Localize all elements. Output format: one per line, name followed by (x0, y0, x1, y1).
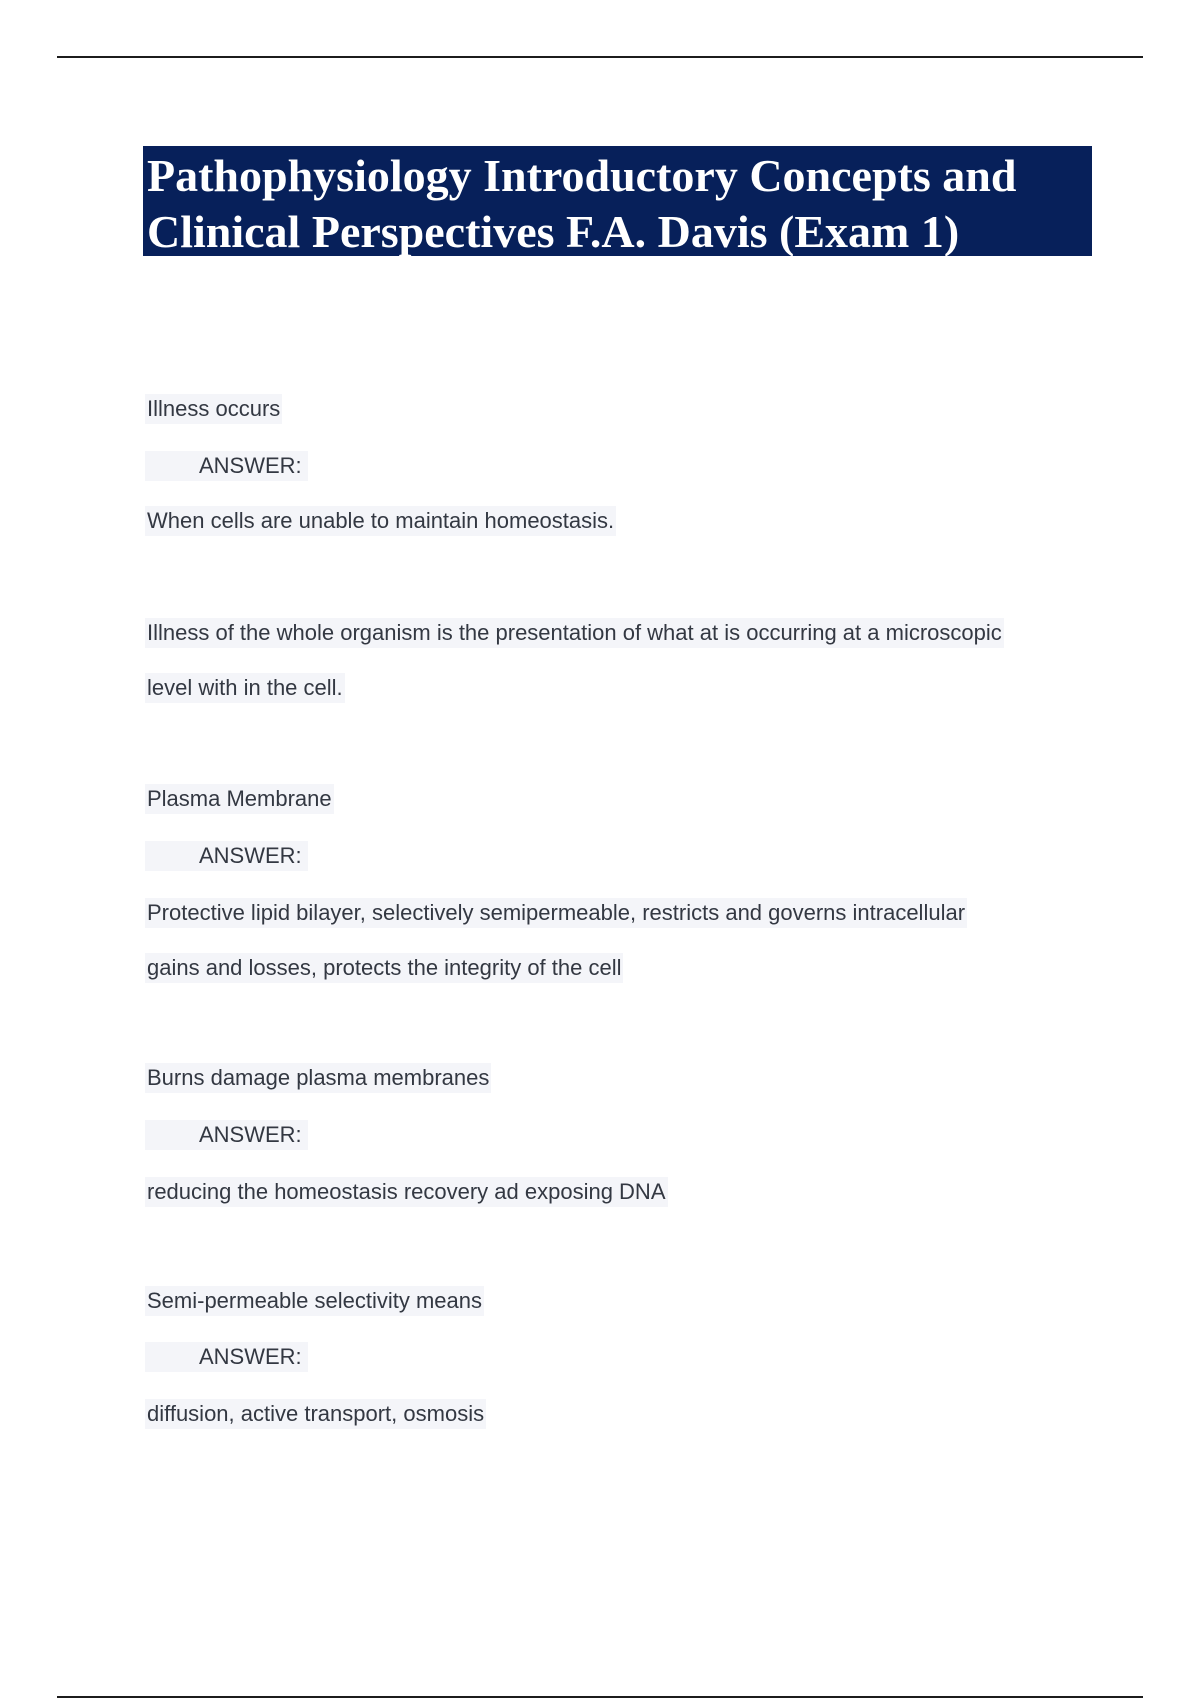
answer-text: diffusion, active transport, osmosis (145, 1399, 486, 1429)
question-text: Semi-permeable selectivity means (145, 1286, 484, 1316)
answer-label: ANSWER: (145, 1120, 308, 1150)
document-title-banner (143, 146, 1092, 256)
footer-rule (57, 1696, 1143, 1698)
answer-text: Protective lipid bilayer, selectively semipermeable, restricts and governs intracellular (145, 898, 967, 928)
answer-text: When cells are unable to maintain homeostasis. (145, 506, 616, 536)
question-text: Burns damage plasma membranes (145, 1063, 491, 1093)
answer-label: ANSWER: (145, 841, 308, 871)
answer-text: reducing the homeostasis recovery ad exposing DNA (145, 1177, 668, 1207)
answer-label: ANSWER: (145, 451, 308, 481)
note-text: Illness of the whole organism is the presentation of what at is occurring at a microscopic (145, 618, 1004, 648)
header-rule (57, 56, 1143, 58)
note-text: level with in the cell. (145, 673, 345, 703)
question-text: Plasma Membrane (145, 784, 334, 814)
answer-text: gains and losses, protects the integrity of the cell (145, 953, 623, 983)
document-title: Pathophysiology Introductory Concepts and Clinical Perspectives F.A. Davis (Exam 1) (147, 150, 1017, 257)
question-text: Illness occurs (145, 394, 282, 424)
answer-label: ANSWER: (145, 1342, 308, 1372)
